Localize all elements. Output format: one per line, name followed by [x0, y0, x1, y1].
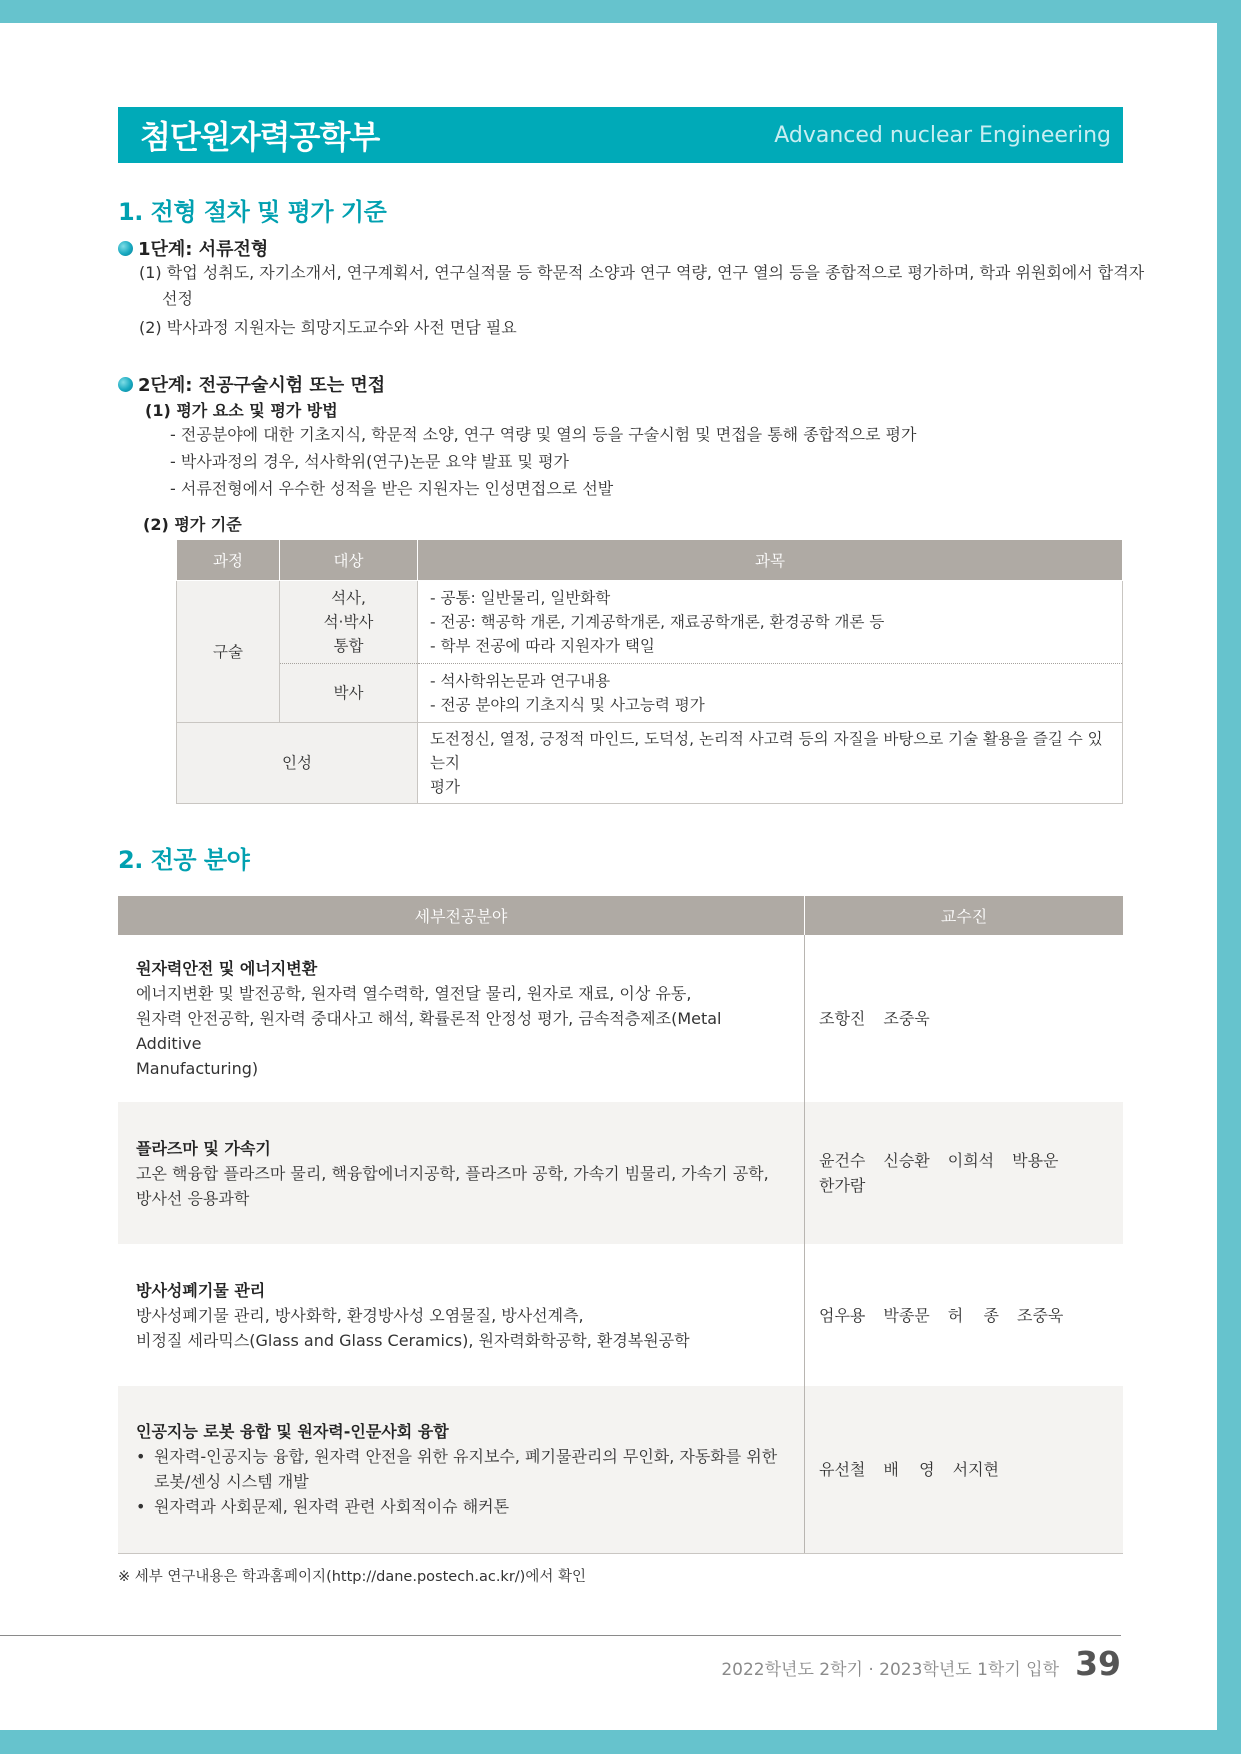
- field-cell: [118, 1102, 805, 1244]
- stage2-sub2-title: (2) 평가 기준: [143, 515, 242, 534]
- column-header: 세부전공분야: [118, 896, 805, 935]
- evaluation-criteria-table: [176, 539, 1123, 804]
- professors-cell: [805, 935, 1124, 1102]
- footer-text: 2022학년도 2학기 · 2023학년도 1학기 입학: [721, 1660, 1059, 1680]
- criteria-line: 도전정신, 열정, 긍정적 마인드, 도덕성, 논리적 사고력 등의 자질을 바탕으로 기술 활용을 즐길 수 있는지: [430, 730, 1103, 772]
- field-desc-line: 원자력 안전공학, 원자력 중대사고 해석, 확률론적 안정성 평가, 금속적층제조(Metal Additive: [136, 1009, 722, 1053]
- subject-line: - 학부 전공에 따라 지원자가 택일: [430, 637, 655, 655]
- table-row: [118, 1386, 1123, 1553]
- stage1-title-text: 1단계: 서류전형: [138, 239, 269, 260]
- professor-name: 조항진: [819, 1009, 866, 1028]
- bullet-item: [136, 1444, 786, 1494]
- bullet-line: 원자력과 사회문제, 원자력 관련 사회적이슈 해커톤: [154, 1497, 510, 1517]
- subject-line: - 석사학위논문과 연구내용: [430, 672, 611, 690]
- footer-divider: [0, 1635, 1121, 1636]
- criteria-line: 평가: [430, 778, 460, 796]
- column-header: 과목: [418, 540, 1123, 581]
- section1-title: 1. 전형 절차 및 평가 기준: [118, 198, 387, 226]
- field-name: 원자력안전 및 에너지변환: [136, 959, 318, 978]
- professor-name: 신승환: [883, 1151, 930, 1170]
- subject-line: - 공통: 일반물리, 일반화학: [430, 589, 611, 607]
- bullet-icon: •: [136, 1447, 146, 1467]
- professor-name: 이희석: [947, 1151, 995, 1170]
- footnote: ※ 세부 연구내용은 학과홈페이지(http://dane.postech.ac.kr/)에서 확인: [118, 1569, 586, 1585]
- bullet-icon: •: [136, 1497, 146, 1517]
- professor-name: 엄우용: [819, 1305, 866, 1325]
- field-cell: [118, 935, 805, 1102]
- professor-name: 윤건수: [819, 1151, 866, 1170]
- target-cell: 박사: [280, 664, 418, 723]
- target-cell: [280, 581, 418, 664]
- department-english-name: Advanced nuclear Engineering: [774, 122, 1111, 148]
- professor-name: 배 영: [883, 1459, 935, 1479]
- field-desc-line: 방사선 응용과학: [136, 1188, 250, 1208]
- stage2-sub1-item-1: - 전공분야에 대한 기초지식, 학문적 소양, 연구 역량 및 열의 등을 구술시험 및 면접을 통해 종합적으로 평가: [170, 425, 917, 444]
- target-line: 석사,: [331, 589, 366, 607]
- bullet-line: 원자력-인공지능 융합, 원자력 안전을 위한 유지보수, 폐기물관리의 무인화, 자동화를 위한: [154, 1447, 778, 1467]
- page-number: 39: [1075, 1644, 1121, 1683]
- table-row: [118, 1102, 1123, 1244]
- column-header: 과정: [177, 540, 280, 581]
- professor-name: 허 종: [947, 1305, 1000, 1325]
- department-header: [118, 107, 1123, 163]
- professor-name: 한가람: [819, 1176, 866, 1195]
- professors-cell: [805, 1102, 1124, 1244]
- bullet-dot-icon: [118, 241, 133, 256]
- table-row: [177, 581, 1123, 664]
- personality-criteria-cell: [418, 723, 1123, 804]
- table-header-row: [177, 540, 1123, 581]
- stage1-item-2: (2) 박사과정 지원자는 희망지도교수와 사전 면담 필요: [139, 318, 517, 337]
- field-cell: [118, 1244, 805, 1386]
- oral-category-cell: 구술: [177, 581, 280, 723]
- department-title: 첨단원자력공학부: [140, 118, 380, 156]
- table-row: [177, 664, 1123, 723]
- stage2-title-text: 2단계: 전공구술시험 또는 면접: [138, 375, 386, 396]
- professor-name: 조중욱: [1017, 1305, 1064, 1325]
- major-fields-table: [118, 896, 1123, 1554]
- section2-title: 2. 전공 분야: [118, 846, 250, 874]
- table-row: [118, 1244, 1123, 1386]
- professor-name: 유선철: [819, 1459, 866, 1479]
- subject-line: - 전공: 핵공학 개론, 기계공학개론, 재료공학개론, 환경공학 개론 등: [430, 613, 885, 631]
- professor-name: 서지현: [952, 1459, 1000, 1479]
- field-desc-line: 에너지변환 및 발전공학, 원자력 열수력학, 열전달 물리, 원자로 재료, 이상 유동,: [136, 984, 692, 1003]
- column-header: 교수진: [805, 896, 1124, 935]
- subject-line: - 전공 분야의 기초지식 및 사고능력 평가: [430, 696, 705, 714]
- subjects-cell: [418, 664, 1123, 723]
- table-row: [177, 723, 1123, 804]
- column-header: 대상: [280, 540, 418, 581]
- field-name: 방사성폐기물 관리: [136, 1280, 266, 1300]
- table-row: [118, 935, 1123, 1102]
- bullet-dot-icon: [118, 377, 133, 392]
- field-desc-line: 고온 핵융합 플라즈마 물리, 핵융합에너지공학, 플라즈마 공학, 가속기 빔물리, 가속기 공학,: [136, 1163, 769, 1183]
- personality-category-cell: 인성: [177, 723, 418, 804]
- table-header-row: [118, 896, 1123, 935]
- field-name: 플라즈마 및 가속기: [136, 1138, 271, 1158]
- professors-cell: [805, 1244, 1124, 1386]
- professor-name: 조중욱: [883, 1009, 930, 1028]
- professor-name: 박용운: [1012, 1151, 1059, 1170]
- stage2-title: [118, 371, 385, 397]
- field-name: 인공지능 로봇 융합 및 원자력-인문사회 융합: [136, 1422, 449, 1442]
- field-desc-line: 방사성폐기물 관리, 방사화학, 환경방사성 오염물질, 방사선계측,: [136, 1305, 584, 1325]
- field-desc-line: 비정질 세라믹스(Glass and Glass Ceramics), 원자력화학공학, 환경복원공학: [136, 1330, 690, 1350]
- bullet-item: [136, 1494, 786, 1519]
- professors-cell: [805, 1386, 1124, 1553]
- field-cell: [118, 1386, 805, 1553]
- field-desc-line: Manufacturing): [136, 1059, 259, 1078]
- stage2-sub1-item-2: - 박사과정의 경우, 석사학위(연구)논문 요약 발표 및 평가: [170, 452, 569, 471]
- stage1-item-1: (1) 학업 성취도, 자기소개서, 연구계획서, 연구실적물 등 학문적 소양과 연구 역량, 연구 열의 등을 종합적으로 평가하며, 학과 위원회에서 합격자: [139, 263, 1145, 282]
- bullet-line: 로봇/센싱 시스템 개발: [154, 1472, 309, 1492]
- stage2-sub1-item-3: - 서류전형에서 우수한 성적을 받은 지원자는 인성면접으로 선발: [170, 479, 614, 498]
- stage1-title: [118, 235, 268, 261]
- professor-name: 박종문: [883, 1305, 930, 1325]
- stage2-sub1-title: (1) 평가 요소 및 평가 방법: [145, 401, 338, 420]
- stage1-item-1-cont: 선정: [162, 289, 193, 308]
- subjects-cell: [418, 581, 1123, 664]
- target-line: 통합: [333, 637, 364, 655]
- target-line: 석·박사: [323, 613, 374, 631]
